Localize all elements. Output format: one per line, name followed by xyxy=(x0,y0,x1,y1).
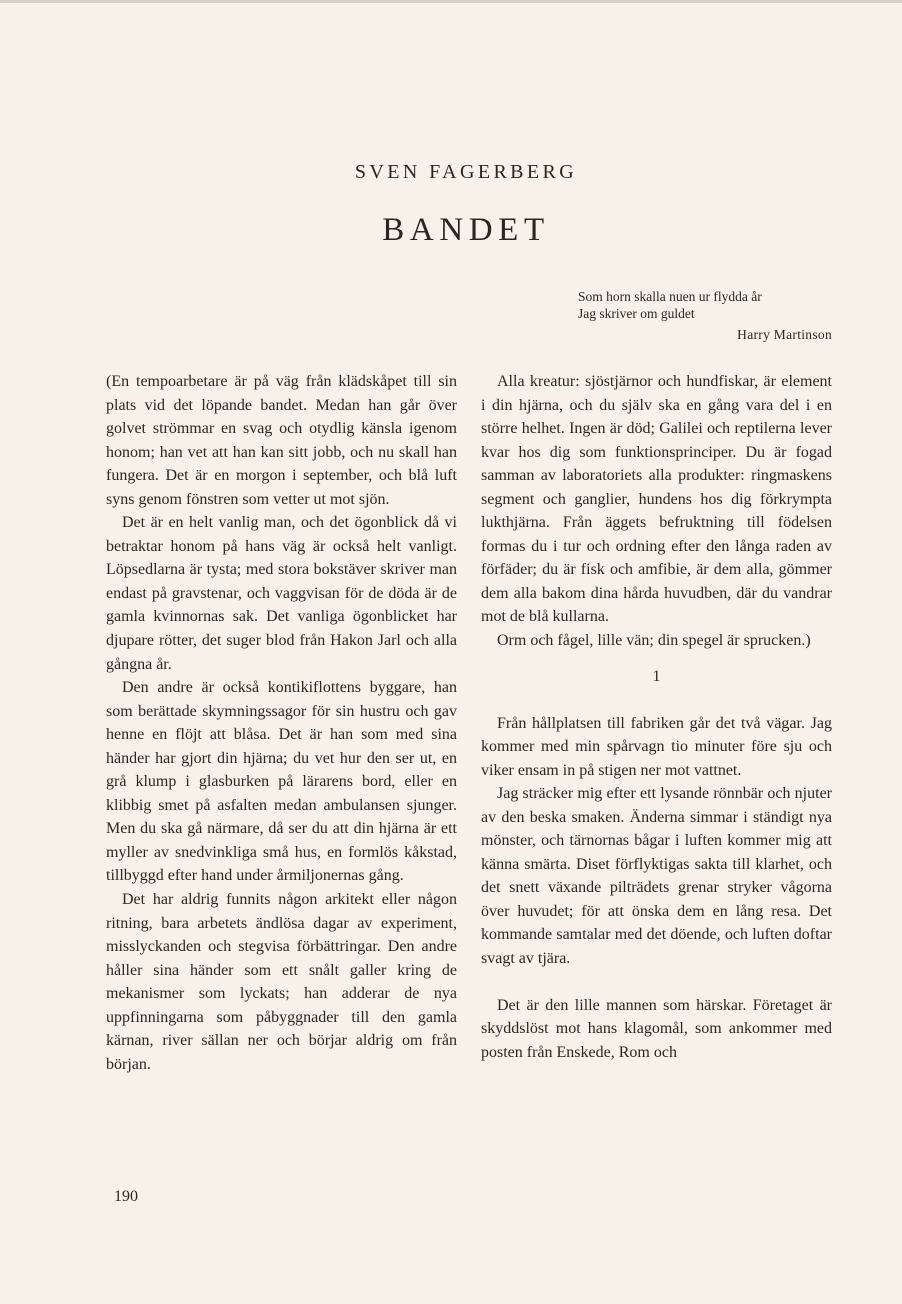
epigraph xyxy=(578,288,832,343)
left-text-column xyxy=(106,370,457,1076)
right-text-column xyxy=(481,370,832,1064)
paragraph: Från hållplatsen till fabriken går det två vägar. Jag kommer med min spårvagn tio minuter före sju och viker ensam in på stigen ner mot vattnet. xyxy=(481,714,832,779)
paragraph: Den andre är också kontikiflottens byggare, han som berättade skymningssagor för sin hustru och gav henne en flöjt att blåsa. Det är han som med sina händer har gjort din hjärna; du vet hur den ser ut, en grå klump i glasburken på lärarens bord, eller en klibbig smet på asfalten medan ambulansen sjunger. Men du ska gå närmare, då ser du att din hjärna är ett myller av snedvinkliga små hus, en formlös kåkstad, tillbyggd efter hand under årmiljonernas gång. xyxy=(106,679,457,885)
paragraph: Det är den lille mannen som härskar. Företaget är skyddslöst mot hans klagomål, som ankommer med posten från Enskede, Rom och xyxy=(481,996,832,1061)
top-edge-rule xyxy=(0,0,902,3)
epigraph-line-2: Jag skriver om guldet xyxy=(578,306,695,321)
paragraph: (En tempoarbetare är på väg från klädskåpet till sin plats vid det löpande bandet. Medan han går över golvet strömmar en svag och otydlig känsla igenom honom; han vet att han kan sitt jobb, och nu skall han fungera. Det är en morgon i september, och blå luft syns genom fönstren som vetter ut mot sjön. xyxy=(106,373,457,508)
story-title: BANDET xyxy=(382,212,550,248)
page-number: 190 xyxy=(114,1188,138,1205)
paragraph: Det är en helt vanlig man, och det ögonblick då vi betraktar honom på hans väg är också helt vanligt. Löpsedlarna är tysta; med stora bokstäver skriver man endast på gravstenar, och vaggvisan för de döda är de gamla kvinnornas sak. Det vanliga ögonblicket har djupare rötter, det suger blod från Hakon Jarl och alla gångna år. xyxy=(106,514,457,673)
epigraph-line-1: Som horn skalla nuen ur flydda år xyxy=(578,289,762,304)
paragraph: Orm och fågel, lille vän; din spegel är sprucken.) xyxy=(497,632,811,650)
paragraph: Alla kreatur: sjöstjärnor och hundfiskar, är element i din hjärna, och du själv ska en gång vara del i en större helhet. Ingen är död; Galilei och reptilerna lever kvar hos dig som funktionsprinciper. Du är fogad samman av laboratoriets alla produkter: ringmaskens segment och ganglier, hundens hos dig förkrympta lukthjärna. Från äggets befruktning till födelsen formas du i tur och ordning efter den långa raden av förfäder; du är fisk och amfibie, är dem alla, gömmer dem alla bakom dina hårda huvudben, där du vandrar mot de blå kullarna. xyxy=(481,373,832,626)
section-number: 1 xyxy=(652,667,661,685)
author-name: SVEN FAGERBERG xyxy=(354,161,578,183)
epigraph-attribution: Harry Martinson xyxy=(737,327,832,342)
paragraph: Jag sträcker mig efter ett lysande rönnbär och njuter av den beska smaken. Änderna simmar i ständigt nya mönster, och tärnornas bågar i luften kommer mig att känna smärta. Diset förflyktigas sakta till klarhet, och det snett växande pilträdets grenar stryker vågorna över huvudet; för att önska dem en lång resa. Det kommande samtalar med det döende, och luften doftar svagt av tjära. xyxy=(481,785,832,968)
paragraph: Det har aldrig funnits någon arkitekt eller någon ritning, bara arbetets ändlösa dagar av experiment, misslyckanden och stegvisa förbättringar. Den andre håller sina händer som ett snålt galler kring de mekanismer som lyckats; han adderar de nya uppfinningarna som påbyggnader till den gamla kärnan, river sällan ner och börjar aldrig om från början. xyxy=(106,891,457,1073)
